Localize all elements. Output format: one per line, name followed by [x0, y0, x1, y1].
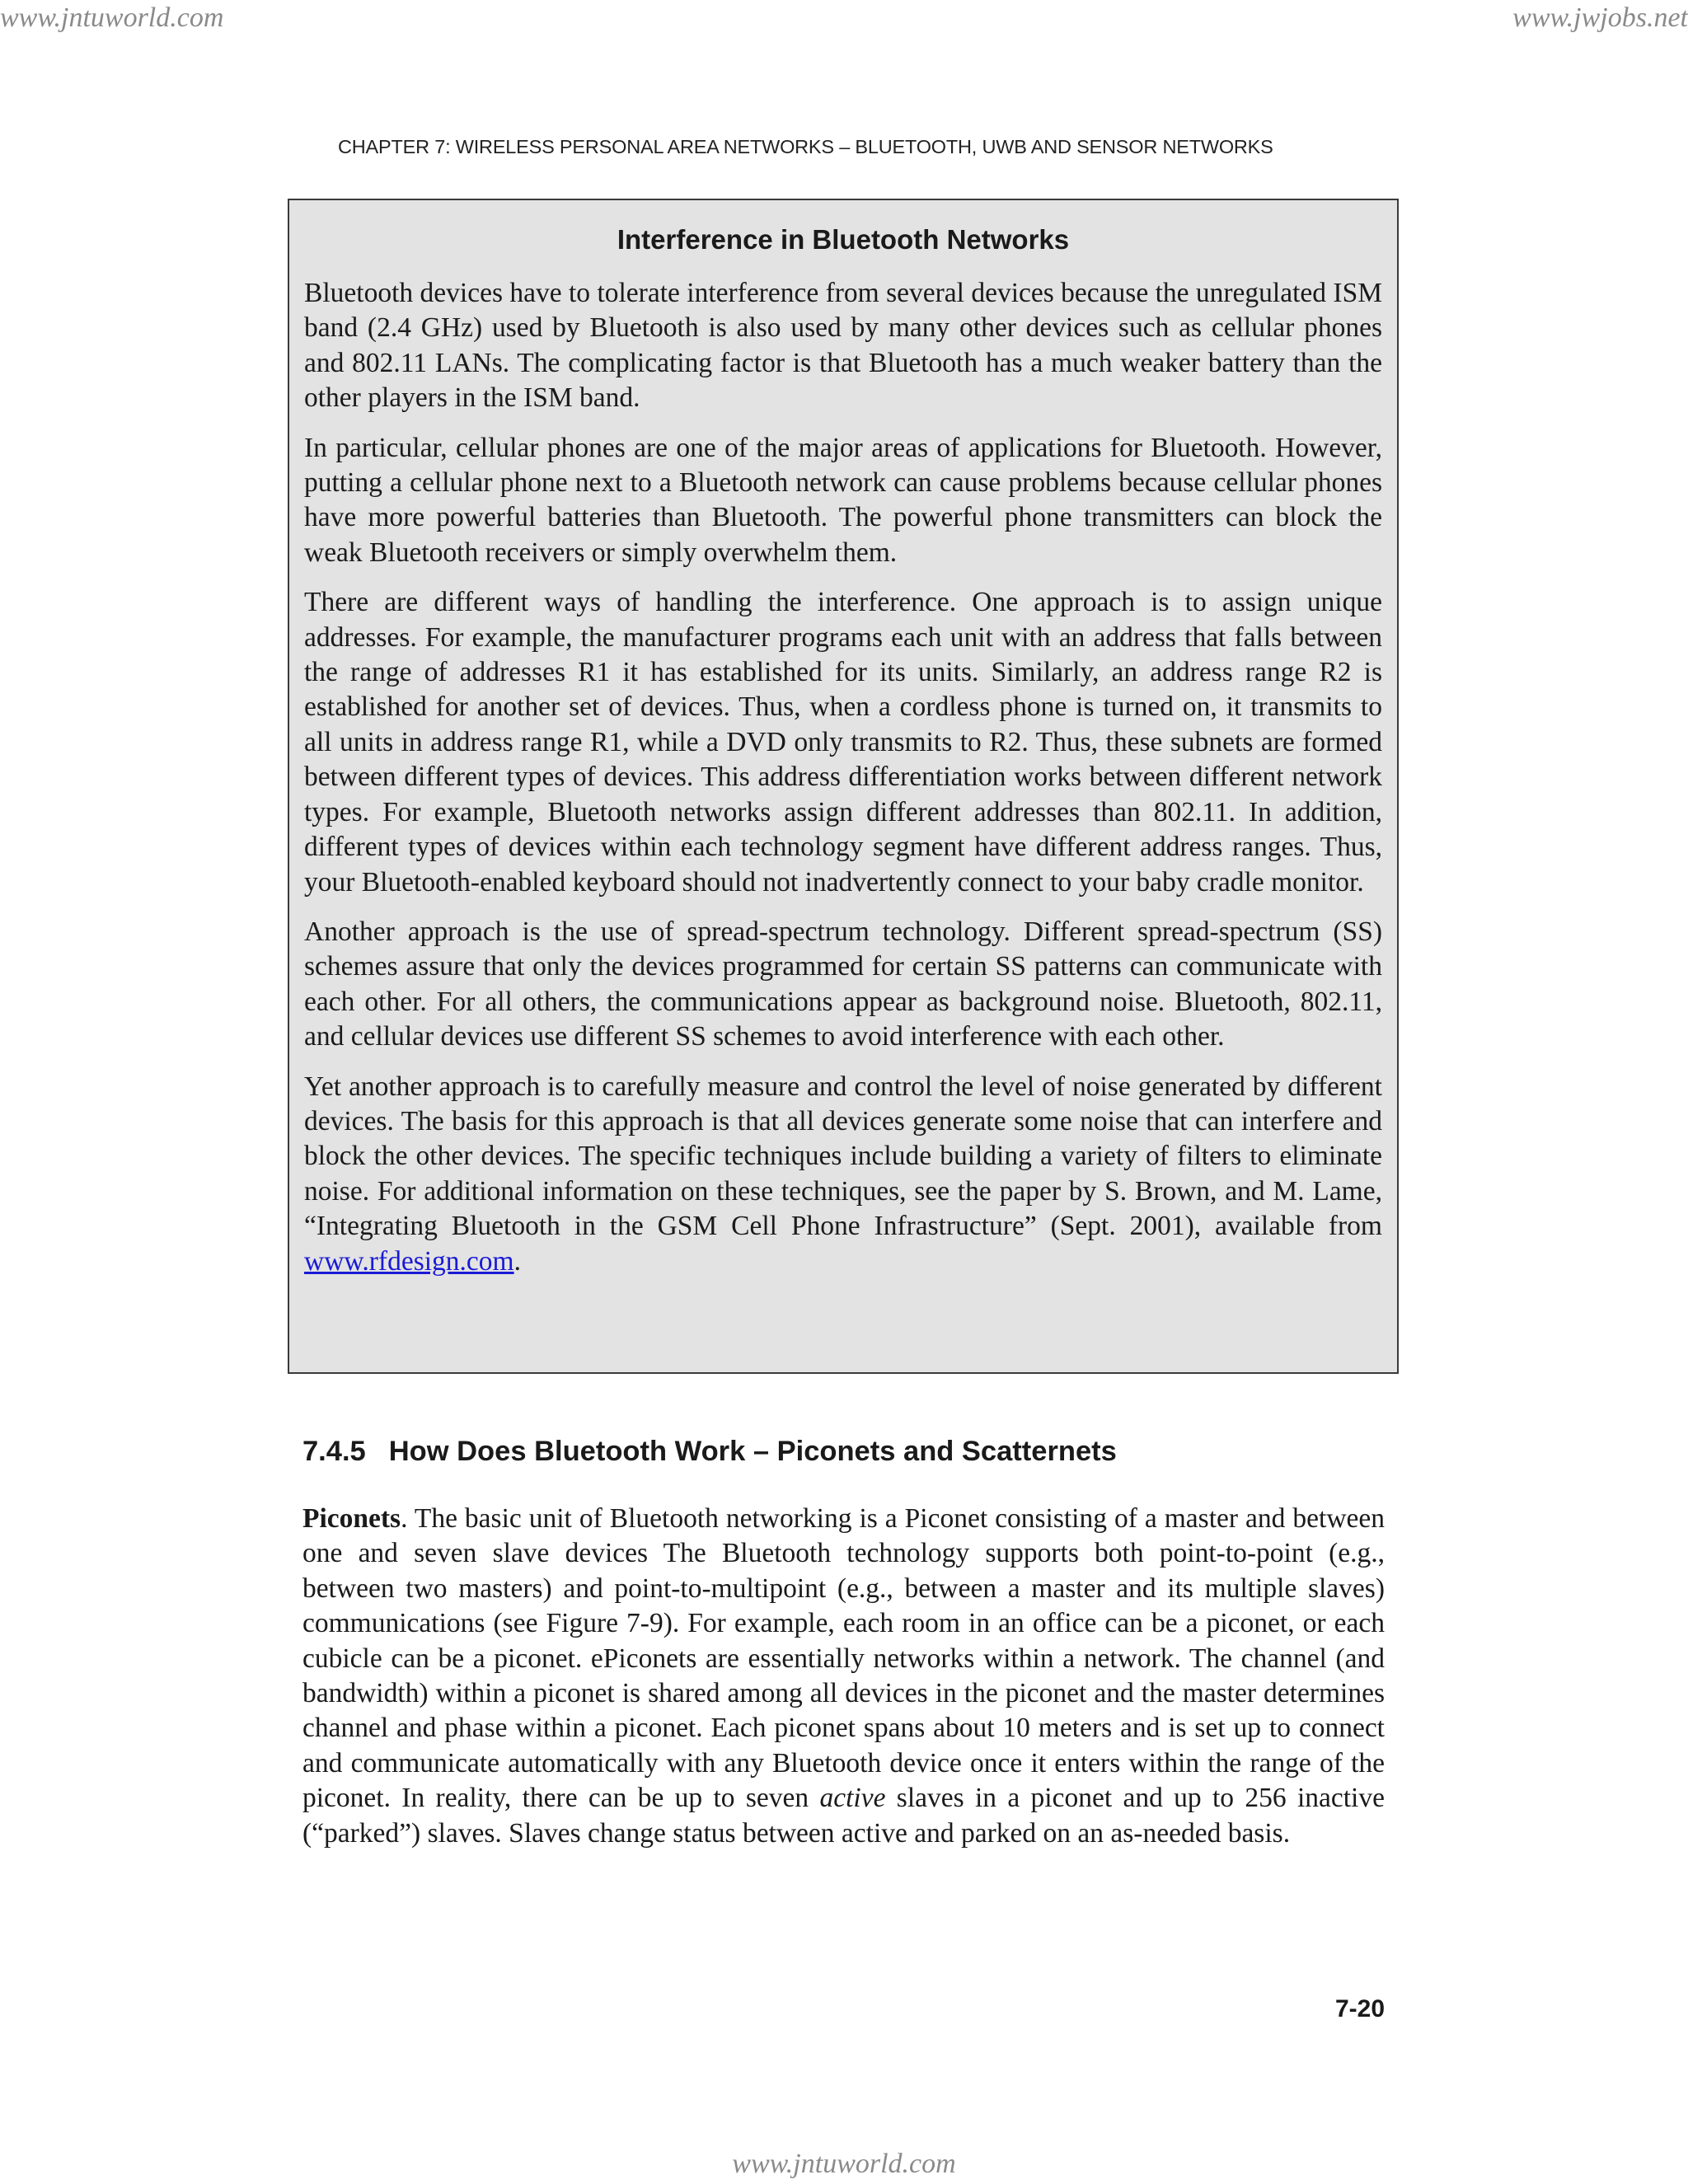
running-header: CHAPTER 7: WIRELESS PERSONAL AREA NETWORKS – BLUETOOTH, UWB AND SENSOR NETWORKS [338, 136, 1273, 157]
sidebar-paragraph-5-end: . [513, 1245, 521, 1277]
watermark-top-right: www.jwjobs.net [1512, 2, 1688, 33]
interference-sidebar-box [288, 199, 1399, 1374]
sidebar-paragraph-1: Bluetooth devices have to tolerate interference from several devices because the unregulated ISM band (2.4 GHz) used by Bluetooth is also used by many other devices such as cellular phones and 802.11 LANs. The complicating factor is that Bluetooth has a much weaker battery than the other players in the ISM band. [304, 278, 1382, 414]
page-number: 7-20 [1334, 1995, 1385, 2022]
section-title: How Does Bluetooth Work – Piconets and Scatternets [388, 1436, 1117, 1467]
sidebar-paragraph-4: Another approach is the use of spread-spectrum technology. Different spread-spectrum (SS) schemes assure that only the devices programmed for certain SS patterns can communicate with each other. For all others, the communications appear as background noise. Bluetooth, 802.11, and cellular devices use different SS schemes to avoid interference with each other. [304, 916, 1382, 1052]
section-heading [302, 1434, 1385, 1469]
rfdesign-link[interactable]: www.rfdesign.com [304, 1245, 514, 1277]
sidebar-paragraph-5 [304, 1070, 1382, 1279]
piconets-paragraph [302, 1502, 1385, 1851]
piconets-lead-term: Piconets [302, 1503, 401, 1534]
section-7-4-5 [302, 1434, 1385, 1866]
piconets-text-part1: . The basic unit of Bluetooth networking is a Piconet consisting of a master and between one and seven slave devices The Bluetooth technology supports both point-to-point (e.g., between two masters) and point-to-multipoint (e.g., between a master and its multiple slaves) communications (see Figure 7-9). For example, each room in an office can be a piconet, or each cubicle can be a piconet. ePiconets are essentially networks within a network. The channel (and bandwidth) within a piconet is shared among all devices in the piconet and the master determines channel and phase within a piconet. Each piconet spans about 10 meters and is set up to connect and communicate automatically with any Bluetooth device once it enters within the range of the piconet. In reality, there can be up to seven [302, 1503, 1385, 1814]
watermark-bottom: www.jntuworld.com [732, 2149, 956, 2179]
sidebar-paragraph-3: There are different ways of handling the interference. One approach is to assign unique addresses. For example, the manufacturer programs each unit with an address that falls between the range of addresses R1 it has established for its units. Similarly, an address range R2 is established for another set of devices. Thus, when a cordless phone is turned on, it transmits to all units in address range R1, while a DVD only transmits to R2. Thus, these subnets are formed between different types of devices. This address differentiation works between different network types. For example, Bluetooth networks assign different addresses than 802.11. In addition, different types of devices within each technology segment have different address ranges. Thus, your Bluetooth-enabled keyboard should not inadvertently connect to your baby cradle monitor. [304, 587, 1382, 898]
sidebar-paragraph-5-text: Yet another approach is to carefully measure and control the level of noise generated by different devices. The basis for this approach is that all devices generate some noise that can interfere and block the other devices. The specific techniques include building a variety of filters to eliminate noise. For additional information on these techniques, see the paper by S. Brown, and M. Lame, “Integrating Bluetooth in the GSM Cell Phone Infrastructure” (Sept. 2001), available from [304, 1071, 1382, 1242]
piconets-italic-active: active [819, 1783, 886, 1814]
piconets-text-part2: slaves in a piconet and up to 256 inactive (“parked”) slaves. Slaves change status between active and parked on an as-needed basis. [302, 1783, 1385, 1849]
section-number: 7.4.5 [302, 1436, 366, 1467]
watermark-top-left: www.jntuworld.com [0, 2, 224, 33]
sidebar-paragraph-2: In particular, cellular phones are one of the major areas of applications for Bluetooth. However, putting a cellular phone next to a Bluetooth network can cause problems because cellular phones have more powerful batteries than Bluetooth. The powerful phone transmitters can block the weak Bluetooth receivers or simply overwhelm them. [304, 432, 1382, 568]
sidebar-title: Interference in Bluetooth Networks [617, 224, 1070, 255]
